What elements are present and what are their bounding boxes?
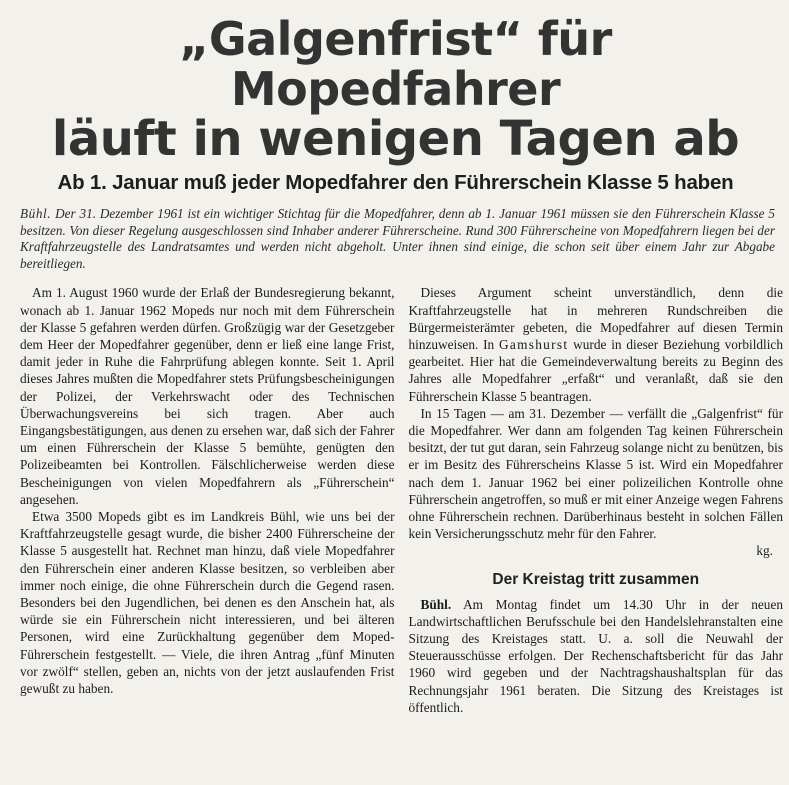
second-article-dateline: Bühl. — [420, 596, 452, 612]
right-paragraph-1-end: wurde in dieser Beziehung vorbildlich gearbeitet. Hier hat die Gemeindeverwaltung bereits zu Beginn des Jahres alle Mopedfahrer „erfaßt“ und veranlaßt, daß sie den Führerschein Klasse 5 beantragen. — [408, 336, 783, 404]
right-paragraph-1-start: Dieses Argument scheint unverständlich, denn die Kraftfahrzeugstelle hat in mehreren Rundschreiben die Bürgermeisterämter gebeten, die Mopedfahrer auf diesen Termin hinzuweisen. In — [408, 285, 783, 352]
second-article-text: Am Montag findet um 14.30 Uhr in der neuen Landwirtschaftlichen Berufsschule bei den Handelslehranstalten eine Sitzung des Kreistages statt. U. a. soll die Neuwahl der Steuerausschüsse erfolgen. Der Rechenschaftsbericht für das Jahr 1960 wird gegeben und der Nachtragshaushaltsplan für das Rechnungsjahr 1961 beraten. Die Sitzung des Kreistages ist öffentlich. — [408, 596, 784, 715]
headline — [8, 0, 783, 167]
left-paragraph-1: Am 1. August 1960 wurde der Erlaß der Bundesregierung bekannt, wonach ab 1. Januar 1962 Mopeds nur noch mit dem Führerschein der Klasse 5 gefahren werden dürfen. Großzügig war der Gesetzgeber dem Heer der Mopedfahrer gegenüber, denn er ließ eine lange Frist, damit jeder in Ruhe die Fahrprüfung ablegen konnte. Seit 1. April dieses Jahres mußten die Mopedfahrer stets Prüfungsbescheinigungen der Polizei, der Verkehrswacht oder des Technischen Überwachungsvereins bei sich tragen. Aber auch Eingangsbestätigungen, aus denen zu ersehen war, daß sich der Fahrer um einen Führerschein der Klasse 5 bemühte, genügten den Polizeibeamten bei Kontrollen. Fälschlicherweise werden diese Bescheinigungen von vielen Mopedfahrern als „Führerschein“ angesehen. — [20, 285, 395, 507]
lead-text: Der 31. Dezember 1961 ist ein wichtiger Stichtag für die Mopedfahrer, denn ab 1. Januar 1961 müssen sie den Führerschein Klasse 5 besitzen. Von dieser Regelung ausgeschlossen sind Inhaber anderer Führerscheine. Rund 300 Führerscheine von Mopedfahrern liegen bei der Kraftfahrzeugstelle des Landratsamtes und werden nicht abgeholt. Unter ihnen sind einige, die schon seit über einem Jahr zur Abgabe bereitliegen. — [20, 206, 776, 271]
subheadline: Ab 1. Januar muß jeder Mopedfahrer den Führerschein Klasse 5 haben — [57, 171, 734, 194]
headline-line-1: „Galgenfrist“ für Mopedfahrer — [179, 12, 612, 116]
second-article-body — [409, 596, 784, 716]
left-column — [8, 284, 395, 716]
author-signature: kg. — [756, 543, 773, 559]
left-paragraph-2: Etwa 3500 Mopeds gibt es im Landkreis Bühl, wie uns bei der Kraftfahrzeugstelle gesagt wurde, die bisher 2400 Führerscheine der Klasse 5 ausgestellt hat. Rechnet man hinzu, daß viele Mopedfahrer den Führerschein einer anderen Klasse besitzen, so verbleiben aber immer noch einige, die ohne Führerschein durch die Gegend rasen. Besonders bei den Jugendlichen, bei denen es den Anschein hat, als würde sie ein Führerschein nicht interessieren, und bei älteren Personen, wird eine Zurückhaltung gegenüber dem Moped-Führerschein festgestellt. — Viele, die ihren Antrag „fünf Minuten vor zwölf“ stellen, geben an, nichts von der jetzt auslaufenden Frist gewußt zu haben. — [20, 509, 395, 697]
right-paragraph-1 — [409, 284, 784, 404]
second-article-headline: Der Kreistag tritt zusammen — [492, 570, 700, 588]
article-columns — [8, 284, 783, 716]
lead-paragraph — [20, 206, 775, 272]
town-name: Gamshurst — [499, 336, 569, 352]
headline-line-2: läuft in wenigen Tagen ab — [51, 111, 740, 167]
right-column — [409, 284, 784, 716]
right-paragraph-2: In 15 Tagen — am 31. Dezember — verfällt die „Galgenfrist“ für die Mopedfahrer. Wer dann am folgenden Tag keinen Führerschein besitzt, der tut gut daran, sein Fahrzeug solange nicht zu benützen, bis er im Besitz des Führerscheins Klasse 5 ist. Wird ein Mopedfahrer nach dem 1. Januar 1962 bei einer polizeilichen Kontrolle ohne Führerschein angetroffen, so muß er mit einer Anzeige wegen Fahrens ohne Führerschein rechnen. Darüberhinaus besteht in solchen Fällen kein Versicherungsschutz mehr für den Fahrer. — [408, 405, 783, 542]
lead-dateline: Bühl. — [20, 206, 52, 221]
